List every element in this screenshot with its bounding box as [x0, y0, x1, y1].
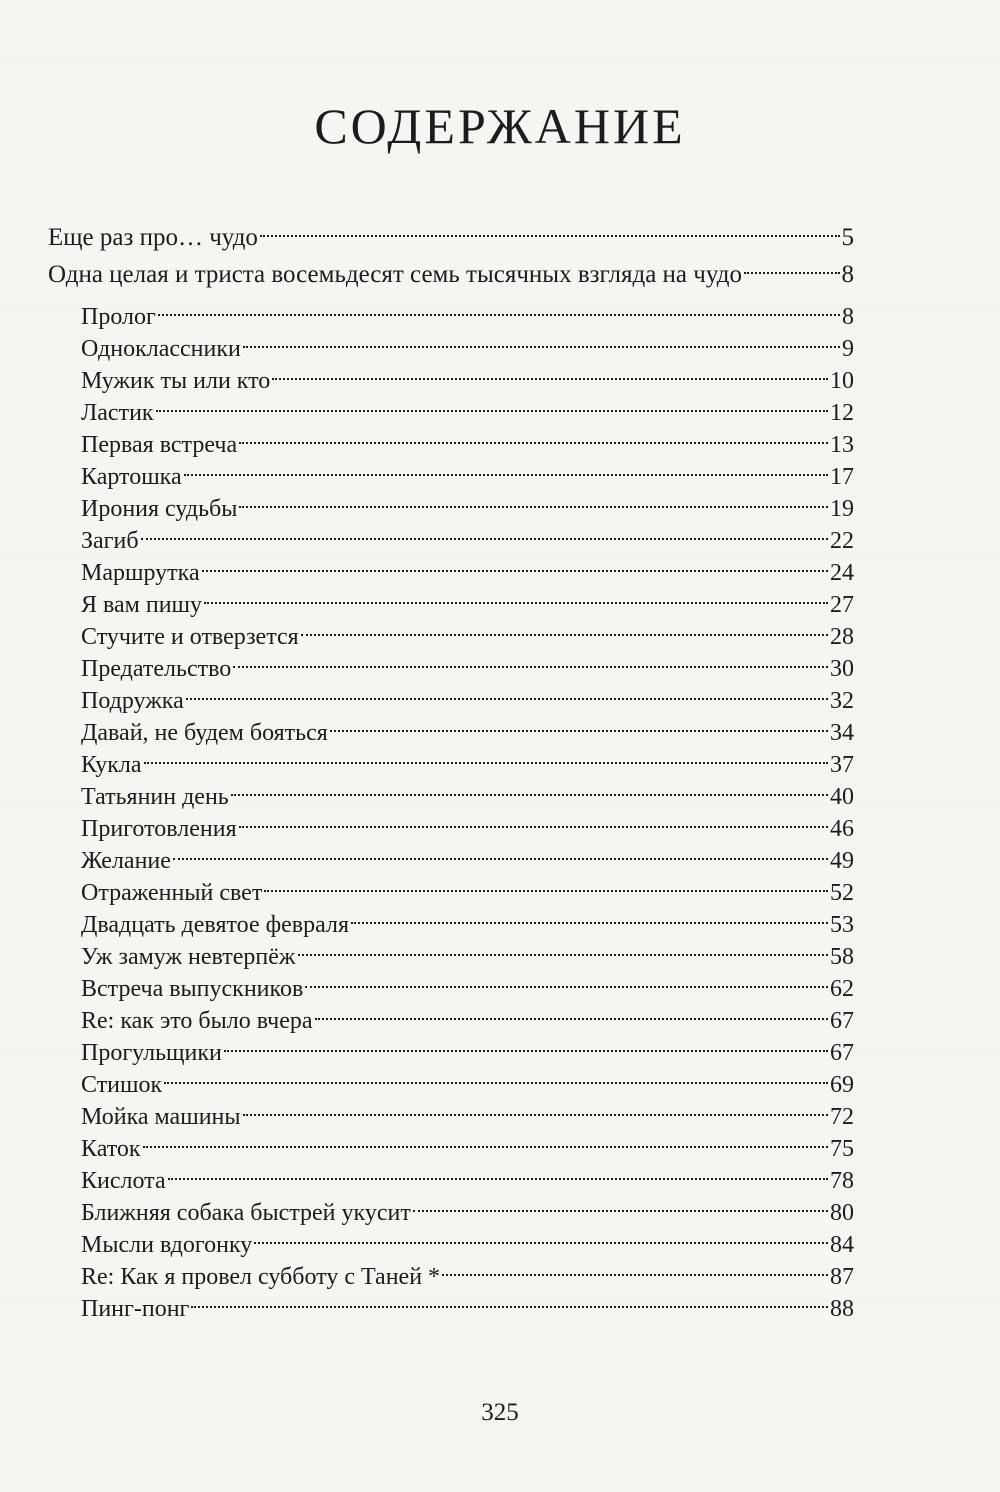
toc-dot-leader [239, 484, 828, 516]
toc-entry [48, 1156, 854, 1194]
toc-entry-title: Встреча выпускников [81, 976, 304, 1002]
toc-entry-title: Ближняя собака быстрей укусит [81, 1200, 411, 1226]
toc-entry-page: 17 [830, 464, 854, 490]
toc-entry-title: Кукла [81, 752, 142, 778]
toc-entry-page: 10 [830, 368, 854, 394]
toc-dot-leader [260, 208, 840, 245]
toc-entry-title: Желание [81, 848, 171, 874]
toc-dot-leader [202, 548, 828, 580]
toc-dot-leader [231, 772, 828, 804]
toc-entry-page: 37 [830, 752, 854, 778]
toc-dot-leader [186, 676, 828, 708]
page-title: СОДЕРЖАНИЕ [314, 98, 686, 154]
toc-dot-leader [305, 964, 828, 996]
toc-entry-page: 87 [830, 1264, 854, 1290]
toc-entry-page: 8 [842, 304, 854, 330]
toc-entry-page: 62 [830, 976, 854, 1002]
toc-entry-title: Прогульщики [81, 1040, 222, 1066]
toc-entry [48, 420, 854, 458]
toc-dot-leader [301, 612, 828, 644]
toc-dot-leader [243, 1092, 828, 1124]
toc-entry-title: Стучите и отверзется [81, 624, 299, 650]
toc-dot-leader [239, 420, 828, 452]
toc-dot-leader [239, 804, 828, 836]
toc-dot-leader [272, 356, 828, 388]
toc-entry-page: 75 [830, 1136, 854, 1162]
toc-dot-leader [243, 324, 840, 356]
toc-entry-title: Предательство [81, 656, 232, 682]
toc-entry-title: Приготовления [81, 816, 237, 842]
toc-entry [48, 1124, 854, 1162]
toc-dot-leader [413, 1188, 828, 1220]
toc-entry-page: 22 [830, 528, 854, 554]
toc-entry-title: Отраженный свет [81, 880, 263, 906]
toc-dot-leader [298, 932, 829, 964]
toc-entry-title: Ластик [81, 400, 154, 426]
toc-entry-page: 28 [830, 624, 854, 650]
toc-entry-page: 84 [830, 1232, 854, 1258]
toc-entry [48, 324, 854, 362]
toc-entry-title: Давай, не будем бояться [81, 720, 328, 746]
toc-entry [48, 1092, 854, 1130]
toc-dot-leader [168, 1156, 828, 1188]
toc-entry-title: Ирония судьбы [81, 496, 238, 522]
toc-entry-page: 30 [830, 656, 854, 682]
toc-entry-page: 19 [830, 496, 854, 522]
toc-dot-leader [330, 708, 828, 740]
toc-entry-title: Первая встреча [81, 432, 238, 458]
toc-entry-title: Маршрутка [81, 560, 200, 586]
toc-entry-title: Мысли вдогонку [81, 1232, 253, 1258]
toc-entry [48, 1060, 854, 1098]
toc-dot-leader [315, 996, 828, 1028]
toc-dot-leader [254, 1220, 828, 1252]
toc-dot-leader [184, 452, 828, 484]
toc-dot-leader [233, 644, 828, 676]
toc-dot-leader [264, 868, 828, 900]
toc-entry-page: 46 [830, 816, 854, 842]
toc-entry-title: Картошка [81, 464, 182, 490]
toc-entry-page: 32 [830, 688, 854, 714]
toc-entry-page: 9 [842, 336, 854, 362]
toc-entry-page: 67 [830, 1008, 854, 1034]
toc-entry [48, 740, 854, 778]
toc-dot-leader [164, 1060, 828, 1092]
toc-entry-page: 53 [830, 912, 854, 938]
toc-entry-page: 8 [841, 261, 854, 288]
toc-dot-leader [191, 1284, 828, 1316]
toc-dot-leader [143, 1124, 828, 1156]
toc-entry-title: Re: как это было вчера [81, 1008, 313, 1034]
toc-entry-title: Кислота [81, 1168, 166, 1194]
toc-entry-page: 13 [830, 432, 854, 458]
toc-dot-leader [351, 900, 828, 932]
table-of-contents [48, 208, 854, 1322]
page-number: 325 [481, 1399, 519, 1426]
toc-entry-title: Мойка машины [81, 1104, 241, 1130]
toc-entry-page: 69 [830, 1072, 854, 1098]
toc-entry-title: Мужик ты или кто [81, 368, 271, 394]
toc-entry [48, 516, 854, 554]
toc-entry [48, 772, 854, 810]
toc-entry-page: 40 [830, 784, 854, 810]
toc-entry-page: 78 [830, 1168, 854, 1194]
toc-entry-page: 49 [830, 848, 854, 874]
toc-dot-leader [173, 836, 828, 868]
toc-dot-leader [224, 1028, 828, 1060]
toc-entry-title: Одноклассники [81, 336, 241, 362]
toc-entry-title: Пинг-понг [81, 1296, 190, 1322]
toc-dot-leader [141, 516, 828, 548]
toc-entry [48, 1188, 854, 1226]
toc-entry-title: Одна целая и триста восемьдесят семь тысячных взгляда на чудо [48, 261, 742, 288]
toc-entry-page: 5 [841, 224, 854, 251]
toc-entry-title: Каток [81, 1136, 141, 1162]
toc-entry-title: Подружка [81, 688, 184, 714]
toc-entry-title: Пролог [81, 304, 156, 330]
toc-entry-page: 34 [830, 720, 854, 746]
toc-dot-leader [442, 1252, 828, 1284]
toc-entry-title: Татьянин день [81, 784, 229, 810]
toc-dot-leader [204, 580, 828, 612]
toc-entry-title: Еще раз про… чудо [48, 224, 258, 251]
toc-entry-page: 88 [830, 1296, 854, 1322]
toc-entry-page: 27 [830, 592, 854, 618]
toc-entry-title: Уж замуж невтерпёж [81, 944, 296, 970]
toc-entry-page: 58 [830, 944, 854, 970]
toc-entry-title: Двадцать девятое февраля [81, 912, 350, 938]
toc-dot-leader [158, 292, 840, 324]
toc-dot-leader [744, 245, 840, 282]
toc-dot-leader [156, 388, 828, 420]
toc-entry-title: Re: Как я провел субботу с Таней * [81, 1264, 441, 1290]
toc-entry [48, 388, 854, 426]
toc-entry-title: Стишок [81, 1072, 163, 1098]
toc-entry-title: Загиб [81, 528, 139, 554]
toc-dot-leader [144, 740, 829, 772]
toc-entry [48, 208, 854, 251]
toc-entry-title: Я вам пишу [81, 592, 203, 618]
toc-entry [48, 292, 854, 330]
toc-entry-page: 24 [830, 560, 854, 586]
toc-entry-page: 12 [830, 400, 854, 426]
toc-entry [48, 548, 854, 586]
toc-entry-page: 72 [830, 1104, 854, 1130]
toc-entry-page: 52 [830, 880, 854, 906]
toc-entry-page: 67 [830, 1040, 854, 1066]
toc-entry-page: 80 [830, 1200, 854, 1226]
